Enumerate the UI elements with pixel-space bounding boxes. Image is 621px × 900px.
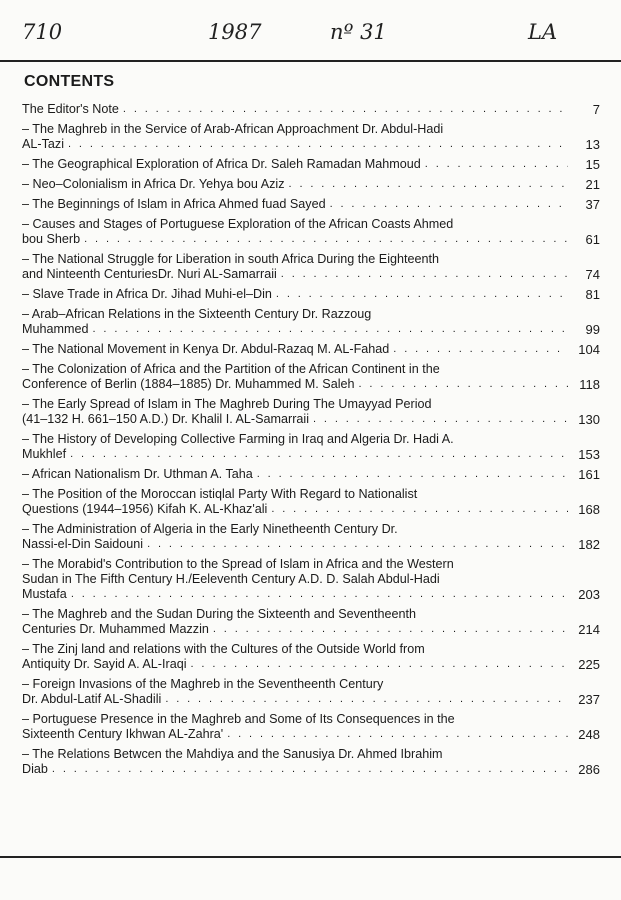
dot-leader [71, 587, 568, 602]
toc-entry [22, 554, 600, 604]
dot-leader [276, 287, 568, 302]
page-number: 161 [578, 467, 600, 482]
page-number: 153 [578, 447, 600, 462]
dot-leader [84, 232, 568, 247]
toc-entry-title [22, 522, 572, 552]
toc-entry-title [22, 557, 572, 602]
toc-entry-title-line: – Arab–African Relations in the Sixteenth Century Dr. Razzoug [22, 307, 372, 321]
toc-entry [22, 639, 600, 674]
page-number: 7 [592, 102, 600, 117]
dot-leader [93, 322, 569, 337]
toc-entry-title [22, 432, 572, 462]
toc-entry-title-line: bou Sherb [22, 232, 81, 246]
dot-leader [70, 447, 568, 462]
dot-leader [281, 267, 568, 282]
toc-entry-title-line: – The Early Spread of Islam in The Maghreb During The Umayyad Period [22, 397, 432, 411]
dot-leader [227, 727, 568, 742]
toc-entry-title-line: Mustafa [22, 587, 67, 601]
toc-entry-title-line: AL-Tazi [22, 137, 64, 151]
dot-leader [68, 137, 568, 152]
page-number: 130 [578, 412, 600, 427]
toc-entry [22, 464, 600, 484]
toc-entry-title [22, 642, 572, 672]
toc-entry-title [22, 177, 572, 192]
dot-leader [147, 537, 568, 552]
toc-entry [22, 709, 600, 744]
toc-entry [22, 99, 600, 119]
toc-entry [22, 304, 600, 339]
toc-entry-title-line: – Foreign Invasions of the Maghreb in the Seventheenth Century [22, 677, 384, 691]
toc-entry-title-line: Sudan in The Fifth Century H./Eeleventh Century A.D. D. Salah Abdul-Hadi [22, 572, 440, 586]
toc-entry-title [22, 747, 572, 777]
top-rule [0, 60, 621, 62]
toc-entry-title-line: – Causes and Stages of Portuguese Exploration of the African Coasts Ahmed [22, 217, 454, 231]
dot-leader [289, 177, 568, 192]
toc-entry-title [22, 197, 572, 212]
toc-entry-title-line: Sixteenth Century Ikhwan AL-Zahra' [22, 727, 224, 741]
toc-entry-title-line: Centuries Dr. Muhammed Mazzin [22, 622, 209, 636]
toc-entry-title-line: Questions (1944–1956) Kifah K. AL-Khaz'ali [22, 502, 268, 516]
page-number: 168 [578, 502, 600, 517]
toc-entry [22, 484, 600, 519]
page-number: 237 [578, 692, 600, 707]
toc-entry-title-line: Mukhlef [22, 447, 67, 461]
toc-entry-title-line: and Ninteenth CenturiesDr. Nuri AL-Samarraii [22, 267, 277, 281]
toc-entry-title-line: Diab [22, 762, 48, 776]
toc-entry [22, 674, 600, 709]
toc-entry-title-line: – Slave Trade in Africa Dr. Jihad Muhi-el–Din [22, 287, 272, 301]
toc-entry-title-line: Muhammed [22, 322, 89, 336]
handwritten-note: 1987 [208, 20, 262, 44]
toc-entry [22, 339, 600, 359]
toc-entry-title [22, 362, 572, 392]
toc-entry-title-line: – Neo–Colonialism in Africa Dr. Yehya bou Aziz [22, 177, 285, 191]
toc-entry-title-line: – The Relations Betwcen the Mahdiya and the Sanusiya Dr. Ahmed Ibrahim [22, 747, 443, 761]
toc-entry [22, 394, 600, 429]
toc-entry-title-line: – The Colonization of Africa and the Partition of the African Continent in the [22, 362, 440, 376]
toc-entry-title [22, 307, 572, 337]
contents-heading: CONTENTS [24, 73, 115, 90]
page-number: 13 [585, 137, 600, 152]
page-number: 37 [585, 197, 600, 212]
toc-entry-title-line: The Editor's Note [22, 102, 119, 116]
dot-leader [52, 762, 568, 777]
page-number: 203 [578, 587, 600, 602]
toc-entry [22, 214, 600, 249]
dot-leader [313, 412, 568, 427]
toc-entry-title [22, 487, 572, 517]
page-number: 81 [585, 287, 600, 302]
toc-entry [22, 154, 600, 174]
toc-entry [22, 119, 600, 154]
toc-entry-title [22, 607, 572, 637]
toc-entry [22, 174, 600, 194]
toc-entry-title [22, 342, 572, 357]
toc-entry-title [22, 397, 572, 427]
page-number: 248 [578, 727, 600, 742]
page-number: 286 [578, 762, 600, 777]
toc-entry-title [22, 157, 572, 172]
toc-entry [22, 194, 600, 214]
handwritten-notes [0, 20, 621, 54]
table-of-contents [22, 99, 600, 779]
page-number: 225 [578, 657, 600, 672]
toc-entry [22, 744, 600, 779]
dot-leader [165, 692, 568, 707]
toc-entry-title [22, 252, 572, 282]
toc-entry-title-line: Nassi-el-Din Saidouni [22, 537, 144, 551]
dot-leader [359, 377, 568, 392]
toc-entry-title [22, 467, 572, 482]
dot-leader [191, 657, 569, 672]
toc-entry-title-line: – The Geographical Exploration of Africa Dr. Saleh Ramadan Mahmoud [22, 157, 421, 171]
page-number: 214 [578, 622, 600, 637]
page-number: 118 [579, 377, 600, 392]
toc-entry-title-line: – The Position of the Moroccan istiqlal Party With Regard to Nationalist [22, 487, 418, 501]
page-number: 182 [578, 537, 600, 552]
toc-entry-title-line: – The History of Developing Collective Farming in Iraq and Algeria Dr. Hadi A. [22, 432, 454, 446]
toc-entry-title-line: – The Maghreb and the Sudan During the Sixteenth and Seventheenth [22, 607, 416, 621]
page-number: 74 [585, 267, 600, 282]
toc-entry-title-line: – The Maghreb in the Service of Arab-African Approachment Dr. Abdul-Hadi [22, 122, 444, 136]
bottom-rule [0, 856, 621, 858]
toc-entry-title-line: – The Administration of Algeria in the Early Ninetheenth Century Dr. [22, 522, 398, 536]
toc-entry-title-line: Antiquity Dr. Sayid A. AL-Iraqi [22, 657, 187, 671]
toc-entry-title [22, 712, 572, 742]
toc-entry [22, 249, 600, 284]
dot-leader [425, 157, 568, 172]
handwritten-note: 710 [22, 20, 63, 44]
page-number: 61 [585, 232, 600, 247]
dot-leader [123, 102, 568, 117]
toc-entry-title-line: – The National Movement in Kenya Dr. Abdul-Razaq M. AL-Fahad [22, 342, 390, 356]
toc-entry-title-line: – Portuguese Presence in the Maghreb and Some of Its Consequences in the [22, 712, 455, 726]
toc-entry-title-line: – The National Struggle for Liberation in south Africa During the Eighteenth [22, 252, 440, 266]
dot-leader [330, 197, 568, 212]
toc-entry-title [22, 677, 572, 707]
dot-leader [271, 502, 568, 517]
page-number: 104 [578, 342, 600, 357]
toc-entry-title [22, 122, 572, 152]
handwritten-note: LA [528, 20, 558, 44]
page-number: 21 [585, 177, 600, 192]
toc-entry-title-line: – The Zinj land and relations with the Cultures of the Outside World from [22, 642, 425, 656]
toc-entry [22, 284, 600, 304]
page-number: 15 [585, 157, 600, 172]
handwritten-note: nº 31 [330, 20, 387, 44]
toc-entry [22, 429, 600, 464]
toc-entry-title [22, 217, 572, 247]
toc-entry [22, 604, 600, 639]
dot-leader [213, 622, 568, 637]
dot-leader [257, 467, 568, 482]
toc-entry-title-line: – The Beginnings of Islam in Africa Ahmed fuad Sayed [22, 197, 326, 211]
page-number: 99 [585, 322, 600, 337]
toc-entry-title-line: Conference of Berlin (1884–1885) Dr. Muhammed M. Saleh [22, 377, 355, 391]
dot-leader [393, 342, 568, 357]
toc-entry-title-line: (41–132 H. 661–150 A.D.) Dr. Khalil I. AL-Samarraii [22, 412, 310, 426]
toc-entry-title [22, 287, 572, 302]
toc-entry-title-line: Dr. Abdul-Latif AL-Shadili [22, 692, 162, 706]
toc-entry [22, 359, 600, 394]
toc-entry [22, 519, 600, 554]
toc-entry-title [22, 102, 572, 117]
toc-entry-title-line: – The Morabid's Contribution to the Spread of Islam in Africa and the Western [22, 557, 454, 571]
toc-entry-title-line: – African Nationalism Dr. Uthman A. Taha [22, 467, 253, 481]
